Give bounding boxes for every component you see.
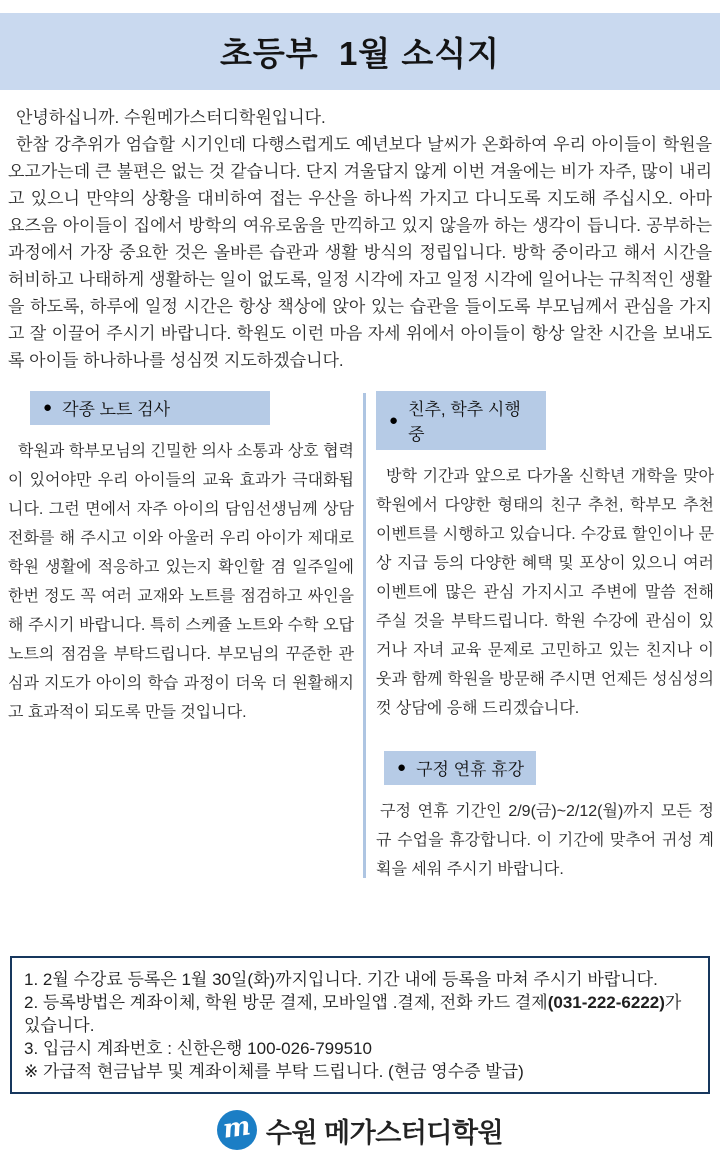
holiday-paragraph: 구정 연휴 기간인 2/9(금)~2/12(월)까지 모든 정규 수업을 휴강합니다. 이 기간에 맞추어 귀성 계획을 세워 주시기 바랍니다.: [376, 803, 714, 878]
section-header-notes: [30, 391, 270, 425]
column-divider: [363, 393, 366, 878]
section-title-holiday: 구정 연휴 휴강: [416, 760, 525, 779]
megastudy-logo-icon: [217, 1110, 257, 1150]
greeting-line: 안녕하십니까. 수원메가스터디학원입니다.: [16, 108, 326, 127]
right-column: [376, 391, 714, 884]
referral-paragraph: 방학 기간과 앞으로 다가올 신학년 개학을 맞아 학원에서 다양한 형태의 친구 추천, 학부모 추천 이벤트를 시행하고 있습니다. 수강료 할인이나 문상 지급 등의 다양한 혜택 및 포상이 있으니 여러 이벤트에 많은 관심 가지시고 주변에 말씀 전해 주실 것을 부탁드립니다. 학원 수강에 관심이 있거나 자녀 교육 문제로 고민하고 있는 친지나 이웃과 함께 학원을 방문해 주시면 언제든 성심성의껏 상담에 응해 드리겠습니다.: [376, 468, 714, 717]
page-title: 초등부 1월 소식지: [219, 35, 500, 72]
academy-name: 수원 메가스터디학원: [265, 1117, 504, 1148]
registration-notice-box: [10, 956, 710, 1094]
bullet-icon: ●: [397, 759, 407, 776]
section-title-referral: 친추, 학추 시행 중: [408, 400, 521, 444]
notice-line-2: [24, 991, 696, 1037]
bullet-icon: ●: [389, 411, 399, 429]
section-header-referral: [376, 391, 546, 450]
notice-line-4: ※ 가급적 현금납부 및 계좌이체를 부탁 드립니다. (현금 영수증 발급): [24, 1062, 524, 1081]
notice-line-2-suffix: 가 있습니다.: [24, 993, 682, 1035]
notice-phone-number: (031-222-6222): [547, 993, 665, 1012]
notes-paragraph: 학원과 학부모님의 긴밀한 의사 소통과 상호 협력이 있어야만 우리 아이들의 교육 효과가 극대화됩니다. 그런 면에서 자주 아이의 담임선생님께 상담 전화를 해 주시고 이와 아울러 우리 아이가 제대로 학원 생활에 적응하고 있는지 확인할 겸 일주일에 한번 정도 꼭 여러 교재와 노트를 점검하고 싸인을 해 주시기 바랍니다. 특히 스케쥴 노트와 수학 오답 노트의 점검을 부탁드립니다. 부모님의 꾸준한 관심과 지도가 아이의 학습 과정이 더욱 더 원활해지고 효과적이 되도록 만들 것입니다.: [8, 443, 354, 721]
section-header-holiday: [384, 751, 536, 785]
newsletter-page: [0, 13, 720, 1148]
section-title-notes: 각종 노트 검사: [62, 400, 171, 419]
notice-line-3: 3. 입금시 계좌번호 : 신한은행 100-026-799510: [24, 1039, 372, 1058]
logo-m-glyph: m: [221, 1111, 253, 1145]
notice-line-2-text: 2. 등록방법은 계좌이체, 학원 방문 결제, 모바일앱 .결제, 전화 카드 결제: [24, 993, 548, 1012]
bullet-icon: ●: [43, 399, 53, 416]
two-column-area: [8, 391, 714, 884]
intro-paragraph: 한참 강추위가 엄습할 시기인데 다행스럽게도 예년보다 날씨가 온화하여 우리 아이들이 학원을 오고가는데 큰 불편은 없는 것 같습니다. 단지 겨울답지 않게 이번 겨울에는 비가 자주, 많이 내리고 있으니 만약의 상황을 대비하여 접는 우산을 하나씩 가지고 다니도록 지도해 주십시오. 아마 요즈음 아이들이 집에서 방학의 여유로움을 만끽하고 있지 않을까 하는 생각이 듭니다. 공부하는 과정에서 가장 중요한 것은 올바른 습관과 생활 방식의 정립입니다. 방학 중이라고 해서 시간을 허비하고 나태하게 생활하는 일이 없도록, 일정 시각에 자고 일정 시각에 일어나는 규칙적인 생활을 하도록, 하루에 일정 시간은 항상 책상에 앉아 있는 습관을 들이도록 부모님께서 관심을 가지고 잘 이끌어 주시기 바랍니다. 학원도 이런 마음 자세 위에서 아이들이 항상 알찬 시간을 보내도록 아이들 하나하나를 성심껏 지도하겠습니다.: [8, 135, 712, 370]
intro-section: [8, 104, 712, 374]
newsletter-banner: [0, 13, 720, 90]
notice-line-1: 1. 2월 수강료 등록은 1월 30일(화)까지입니다. 기간 내에 등록을 마쳐 주시기 바랍니다.: [24, 970, 658, 989]
footer-logo-area: [0, 1110, 720, 1150]
left-column: [8, 391, 354, 884]
